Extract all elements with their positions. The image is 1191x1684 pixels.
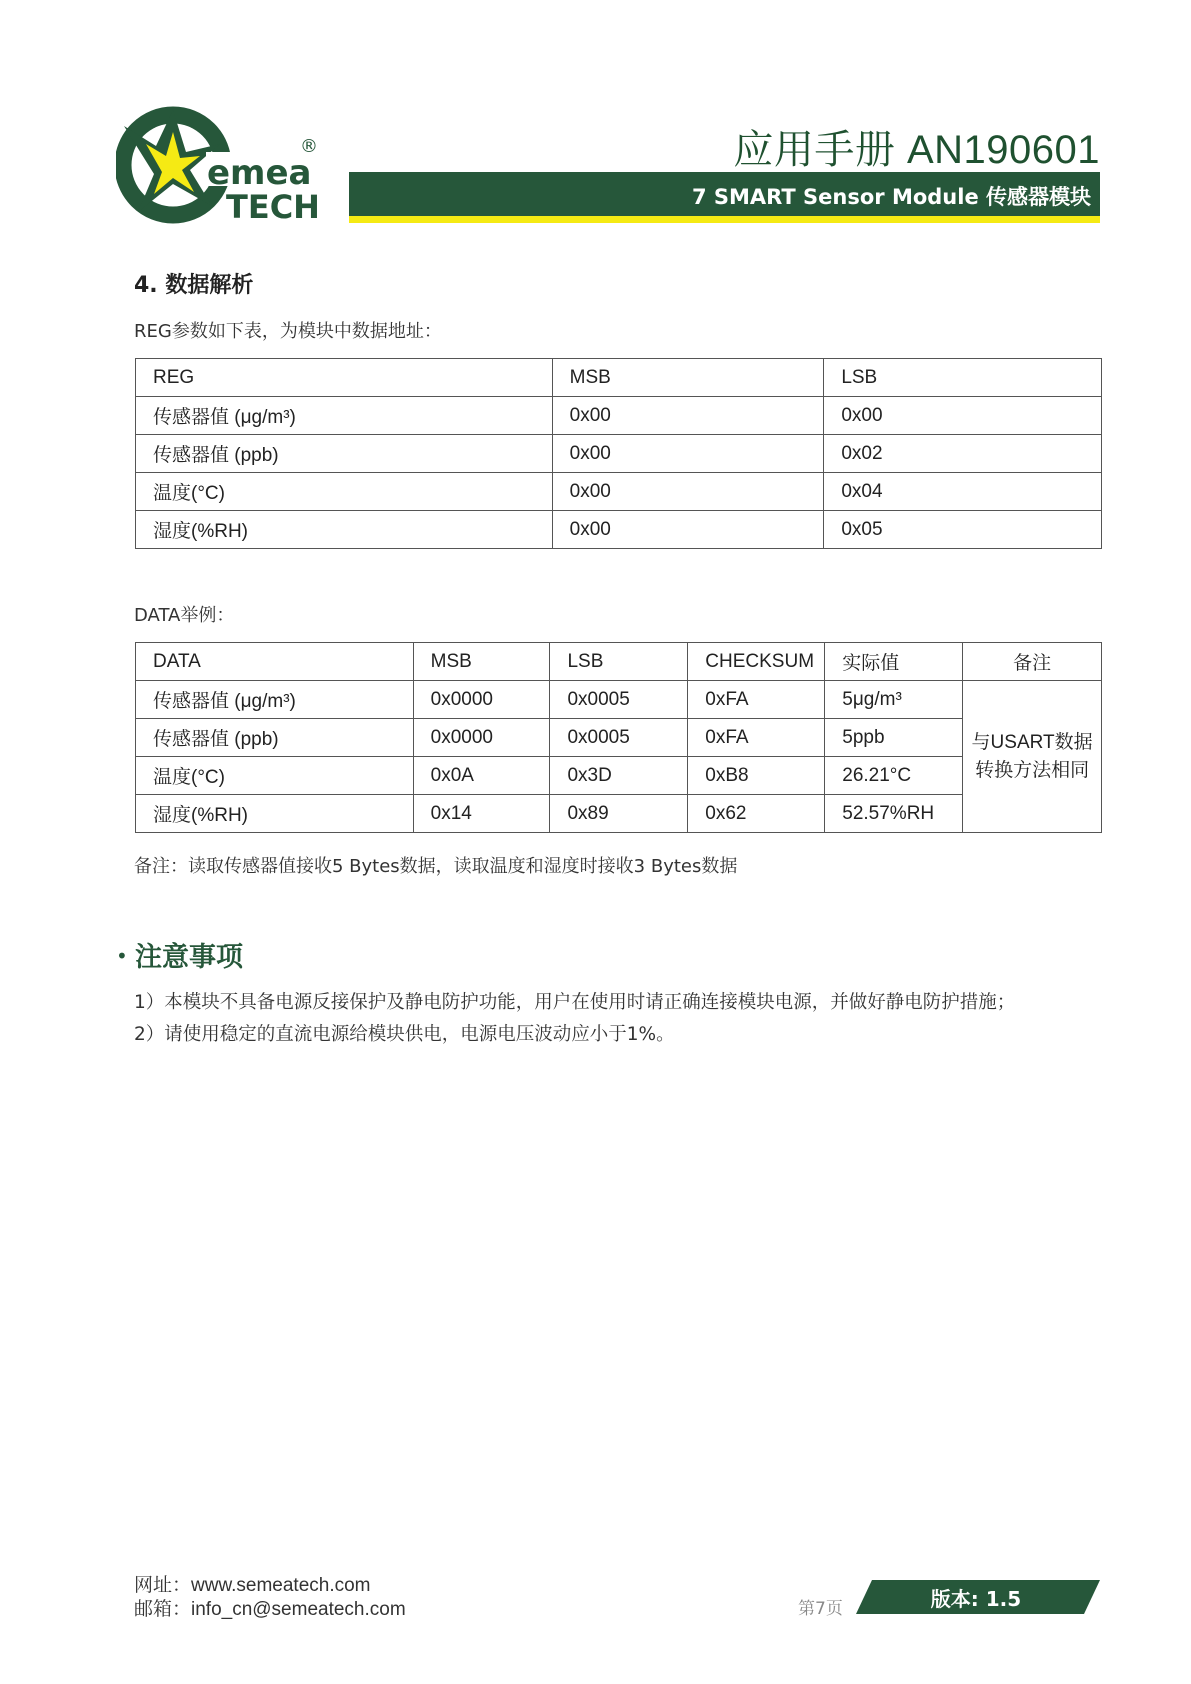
table-cell: 0xFA xyxy=(688,719,825,757)
bullet-icon: • xyxy=(116,944,128,968)
table-cell: 温度(°C) xyxy=(136,473,553,511)
table-cell: 0x3D xyxy=(550,757,688,795)
reg-intro-text: REG参数如下表，为模块中数据地址： xyxy=(134,321,442,342)
table-cell: 0x14 xyxy=(413,795,550,833)
table-header-row xyxy=(136,643,1102,681)
header-yellow-stripe xyxy=(349,216,1100,223)
table-cell: 传感器值 (ppb) xyxy=(136,435,553,473)
table-cell: 0xB8 xyxy=(688,757,825,795)
page-number: 第7页 xyxy=(798,1599,843,1619)
table-cell: 5μg/m³ xyxy=(825,681,963,719)
table-row xyxy=(136,757,1102,795)
table-cell: 26.21°C xyxy=(825,757,963,795)
logo-wordmark-bottom: TECH xyxy=(226,188,320,226)
header-cell: CHECKSUM xyxy=(688,643,825,681)
table-cell: 0xFA xyxy=(688,681,825,719)
table-row xyxy=(136,681,1102,719)
data-footnote: 备注：读取传感器值接收5 Bytes数据，读取温度和湿度时接收3 Bytes数据 xyxy=(134,856,738,877)
table-cell: 0x00 xyxy=(552,511,824,549)
table-cell: 0x05 xyxy=(824,511,1102,549)
footer-email: 邮箱：info_cn@semeatech.com xyxy=(134,1599,406,1620)
semeatech-logo xyxy=(116,104,348,226)
table-cell: 湿度(%RH) xyxy=(136,795,414,833)
table-cell: 5ppb xyxy=(825,719,963,757)
header-cell: 备注 xyxy=(963,643,1102,681)
table-cell: 0x0000 xyxy=(413,681,550,719)
table-cell: 0x00 xyxy=(552,397,824,435)
table-row xyxy=(136,473,1102,511)
table-header-row xyxy=(136,359,1102,397)
data-example-table xyxy=(135,642,1102,833)
document-subtitle: 7 SMART Sensor Module 传感器模块 xyxy=(691,185,1091,209)
table-cell: 传感器值 (μg/m³) xyxy=(136,397,553,435)
table-cell: 温度(°C) xyxy=(136,757,414,795)
remark-cell: 与USART数据转换方法相同 xyxy=(963,681,1102,833)
table-cell: 0x0A xyxy=(413,757,550,795)
header-cell: MSB xyxy=(552,359,824,397)
header-cell: DATA xyxy=(136,643,414,681)
version-label: 版本: 1.5 xyxy=(930,1587,1022,1611)
notice-item: 2）请使用稳定的直流电源给模块供电，电源电压波动应小于1%。 xyxy=(134,1024,675,1045)
table-row xyxy=(136,795,1102,833)
table-cell: 0x0000 xyxy=(413,719,550,757)
table-cell: 0x00 xyxy=(552,435,824,473)
table-row xyxy=(136,511,1102,549)
registered-mark: ® xyxy=(300,136,318,157)
reg-table xyxy=(135,358,1102,549)
header-cell: REG xyxy=(136,359,553,397)
notice-heading: 注意事项 xyxy=(135,942,243,973)
data-intro-text: DATA举例： xyxy=(134,605,235,626)
table-row xyxy=(136,719,1102,757)
table-row xyxy=(136,397,1102,435)
table-cell: 0x02 xyxy=(824,435,1102,473)
section-heading: 4. 数据解析 xyxy=(134,273,254,298)
header-cell: 实际值 xyxy=(825,643,963,681)
table-cell: 0x0005 xyxy=(550,681,688,719)
table-cell: 0x00 xyxy=(552,473,824,511)
table-cell: 湿度(%RH) xyxy=(136,511,553,549)
table-cell: 传感器值 (μg/m³) xyxy=(136,681,414,719)
table-cell: 传感器值 (ppb) xyxy=(136,719,414,757)
table-cell: 52.57%RH xyxy=(825,795,963,833)
table-cell: 0x62 xyxy=(688,795,825,833)
header-cell: LSB xyxy=(550,643,688,681)
notice-item: 1）本模块不具备电源反接保护及静电防护功能，用户在使用时请正确连接模块电源，并做好静电防护措施； xyxy=(134,992,1016,1013)
table-cell: 0x00 xyxy=(824,397,1102,435)
table-cell: 0x89 xyxy=(550,795,688,833)
header-cell: MSB xyxy=(413,643,550,681)
table-cell: 0x0005 xyxy=(550,719,688,757)
document-title: 应用手册 AN190601 xyxy=(733,128,1100,172)
footer-website: 网址：www.semeatech.com xyxy=(134,1575,371,1596)
table-cell: 0x04 xyxy=(824,473,1102,511)
logo-wordmark-top: emea xyxy=(207,153,312,193)
header-cell: LSB xyxy=(824,359,1102,397)
table-row xyxy=(136,435,1102,473)
